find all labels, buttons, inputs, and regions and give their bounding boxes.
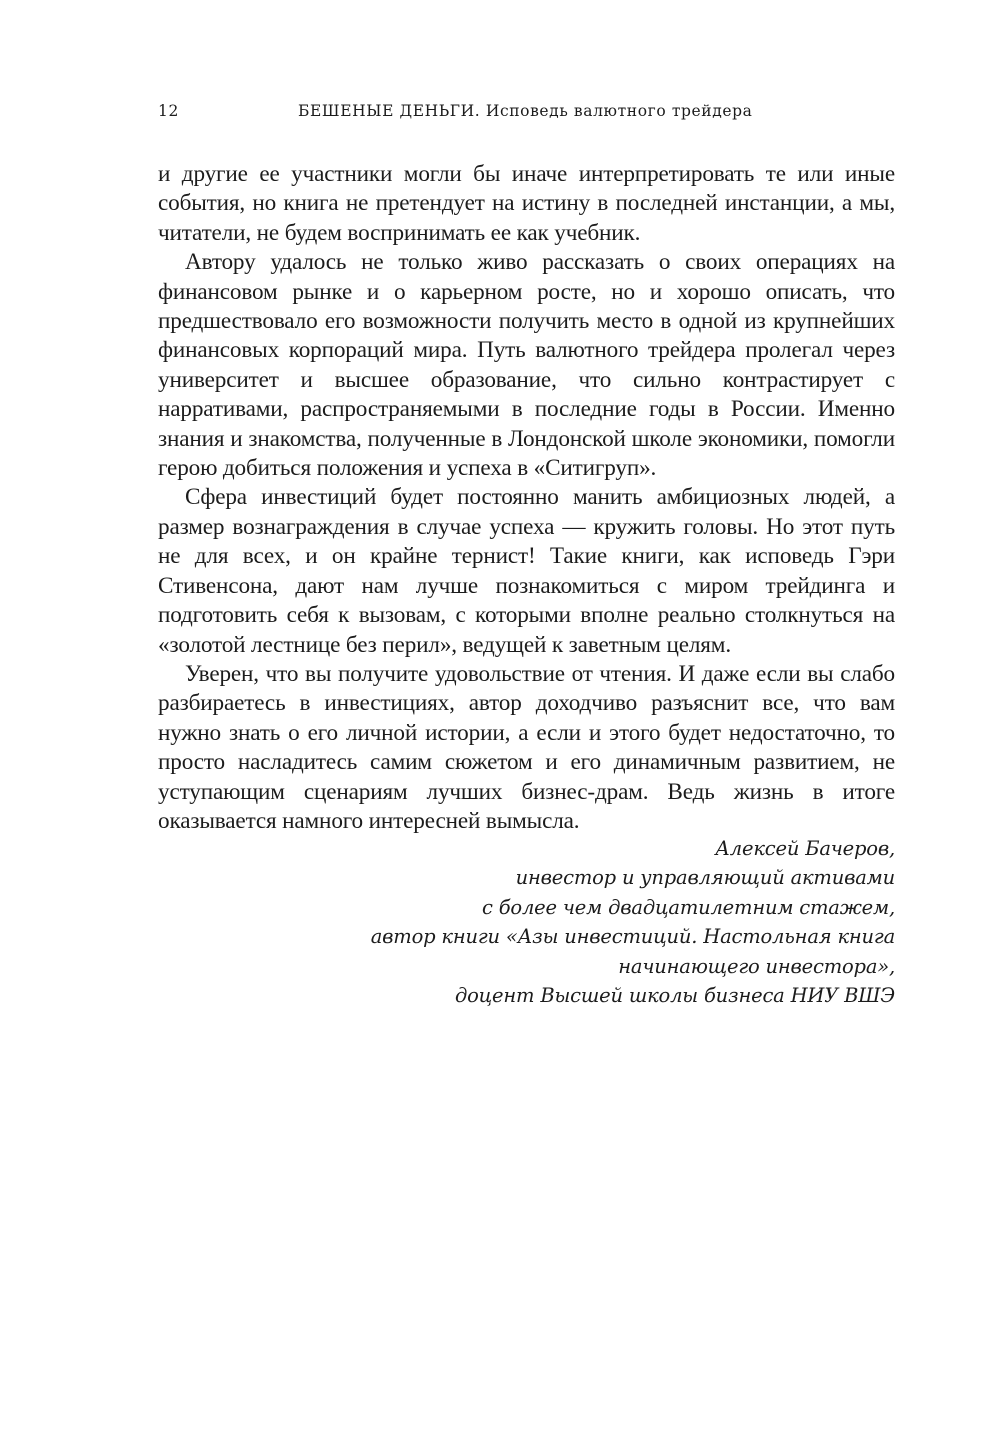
signature-line: начинающего инвестора»,	[618, 954, 895, 978]
paragraph-continuation: и другие ее участники могли бы иначе интерпретировать те или иные события, но книга не претендует на истину в последней инстанции, а мы, читатели, не будем воспринимать ее как учебник.	[158, 161, 895, 246]
signature-line: с более чем двадцатилетним стажем,	[482, 895, 895, 919]
signature-line: инвестор и управляющий активами	[515, 866, 895, 890]
paragraph: Автору удалось не только живо рассказать о своих операциях на финансовом рынке и о карьерном росте, но и хорошо описать, что предшествовало его возможности получить место в одной из крупнейших финансовых корпораций мира. Путь валютного трейдера пролегал через университет и высшее образование, что сильно контрастирует с нарративами, распространяемыми в последние годы в России. Именно знания и знакомства, полученные в Лондонской школе экономики, помогли герою добиться положения и успеха в «Ситигруп».	[158, 249, 895, 482]
paragraph: Уверен, что вы получите удовольствие от чтения. И даже если вы слабо разбираетесь в инвестициях, автор доходчиво разъяснит все, что вам нужно знать о его личной истории, а если и этого будет недостаточно, то просто насладитесь самим сюжетом и его динамичным развитием, не уступающим сценариям лучших бизнес-драм. Ведь жизнь в итоге оказывается намного интересней вымысла.	[158, 660, 895, 834]
author-signature	[300, 834, 895, 1010]
signature-line: доцент Высшей школы бизнеса НИУ ВШЭ	[454, 984, 895, 1008]
body-text	[158, 160, 895, 836]
paragraph: Сфера инвестиций будет постоянно манить амбициозных людей, а размер вознаграждения в случае успеха — кружить головы. Но этот путь не для всех, и он крайне тернист! Такие книги, как исповедь Гэри Стивенсона, дают нам лучше познакомиться с миром трейдинга и подготовить себя к вызовам, с которыми вполне реально столкнуться на «золотой лестнице без перил», ведущей к заветным целям.	[158, 484, 895, 658]
signature-name: Алексей Бачеров,	[715, 837, 895, 860]
running-title: БЕШЕНЫЕ ДЕНЬГИ. Исповедь валютного трейдера	[298, 102, 753, 120]
page-number: 12	[158, 102, 179, 120]
running-header	[158, 102, 758, 124]
signature-line: автор книги «Азы инвестиций. Настольная книга	[370, 925, 895, 949]
